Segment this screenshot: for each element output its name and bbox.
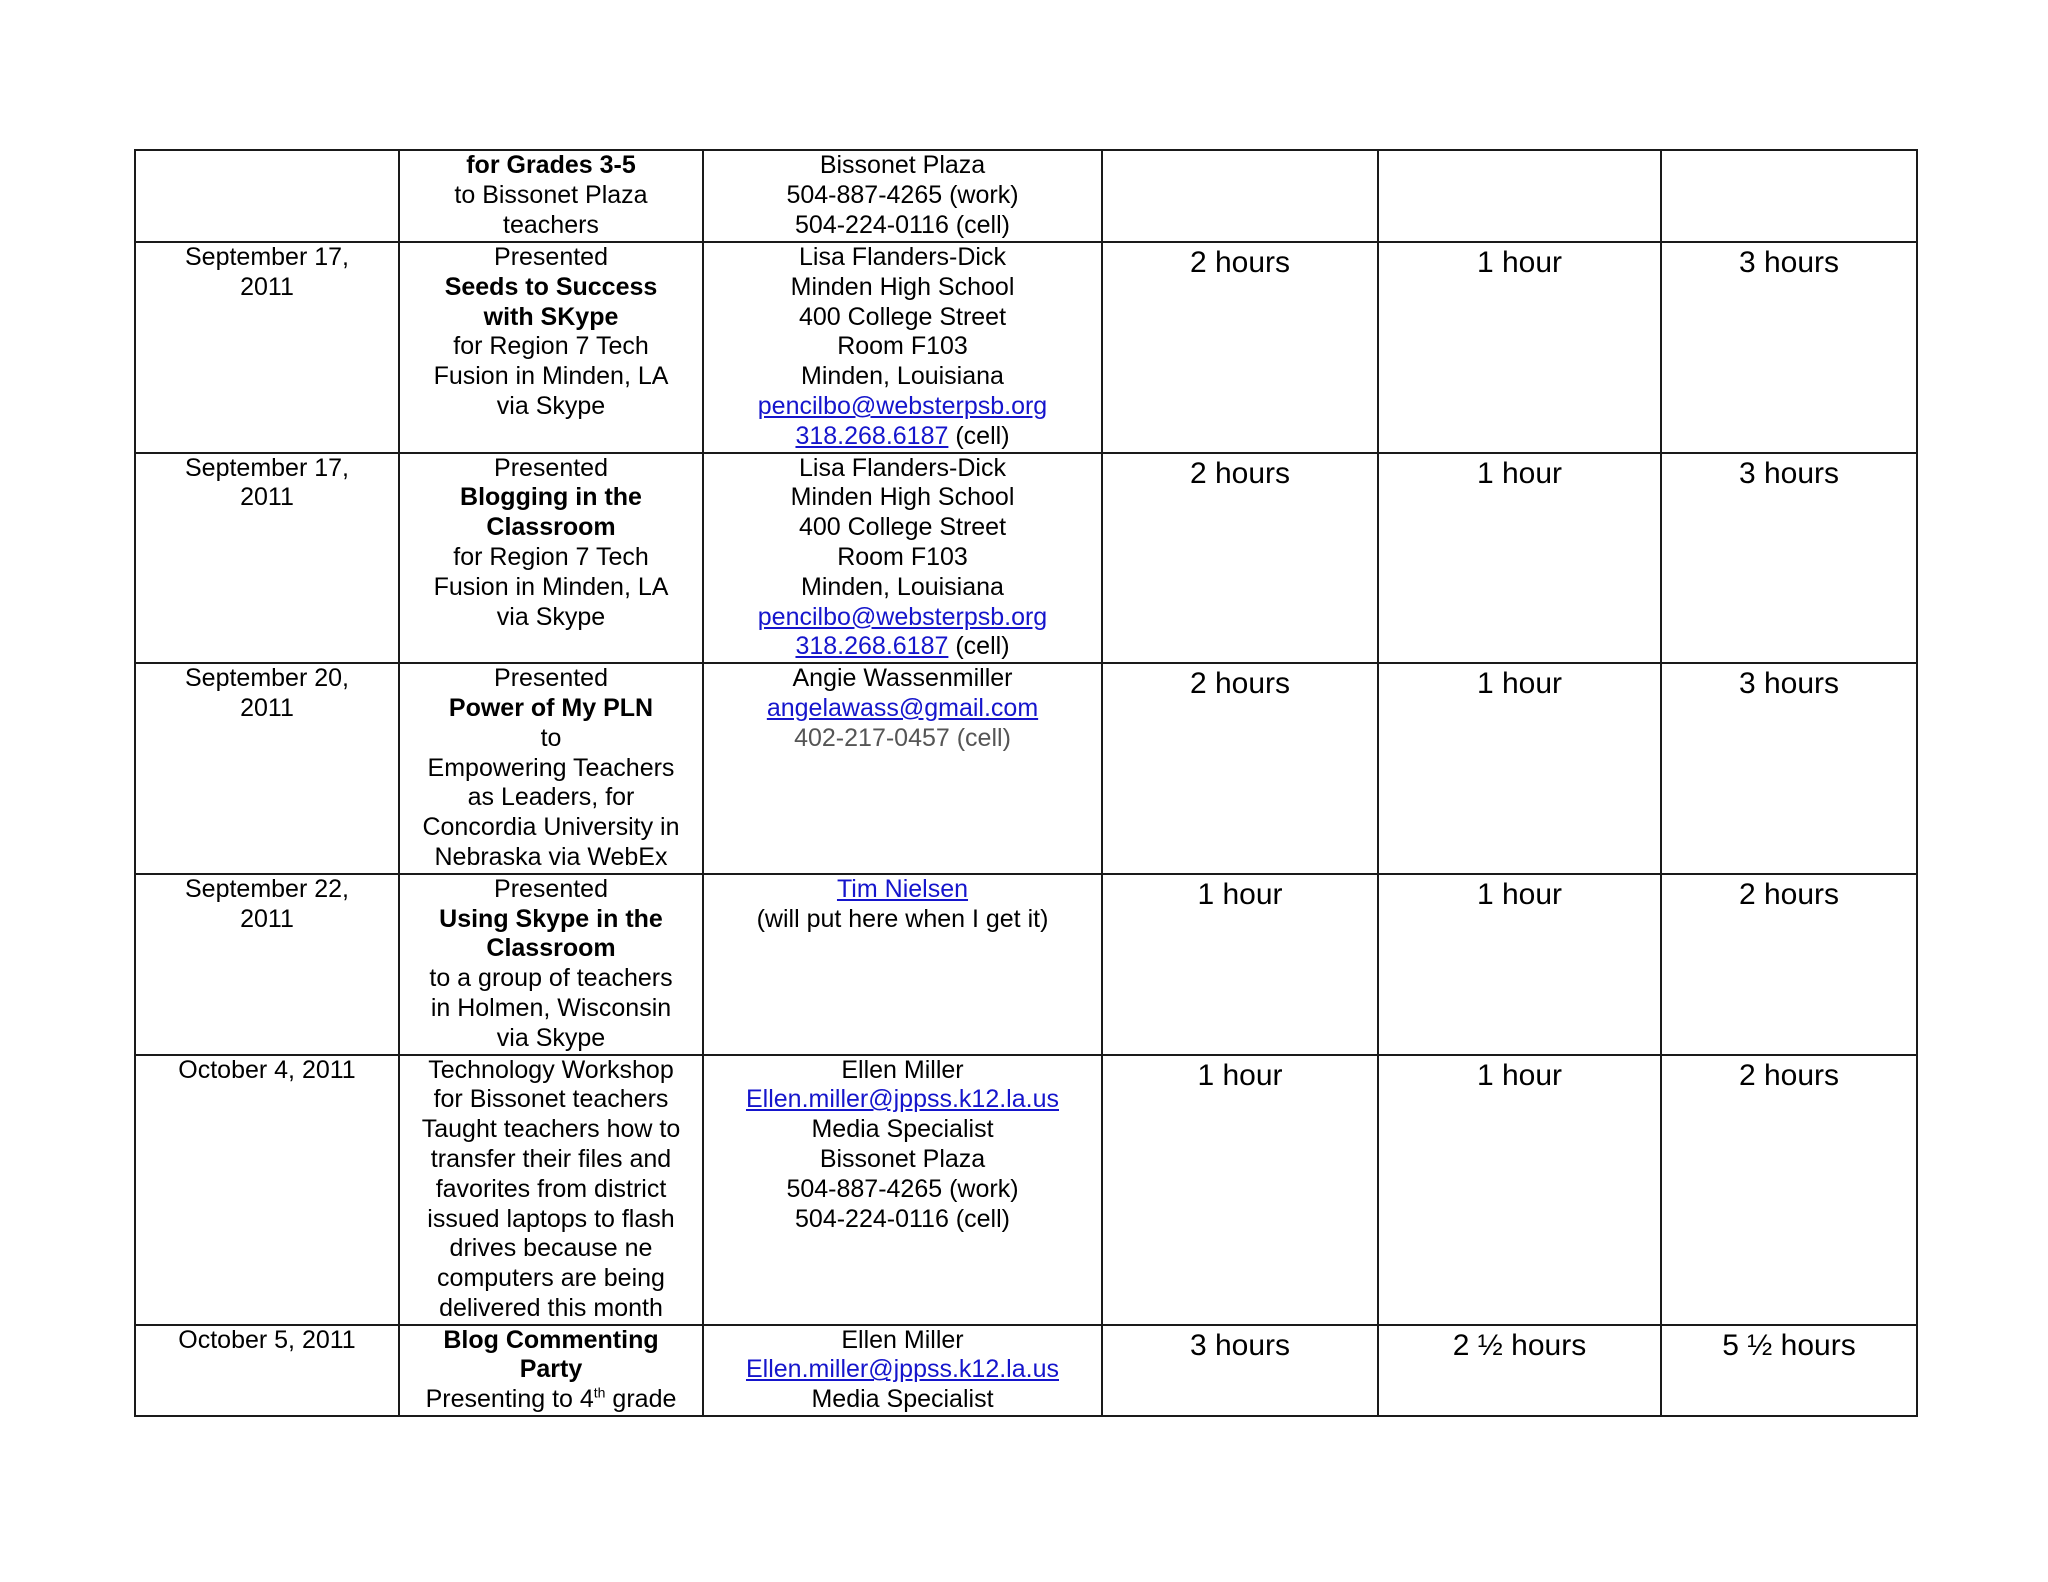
contact-text: Lisa Flanders-Dick [798, 243, 1006, 271]
contact-line [708, 273, 1097, 303]
description-text: Nebraska via WebEx [434, 842, 668, 871]
table-row [135, 242, 1917, 453]
description-text: for Region 7 Tech [453, 542, 649, 571]
contact-cell [703, 1325, 1102, 1416]
date-cell [135, 453, 399, 664]
contact-line [708, 211, 1097, 241]
contact-line [708, 724, 1097, 754]
email-link[interactable]: angelawass@gmail.com [766, 693, 1039, 722]
description-line [404, 934, 698, 964]
contact-line [708, 422, 1097, 452]
table-row [135, 874, 1917, 1055]
contact-line [708, 875, 1097, 905]
contact-line [708, 181, 1097, 211]
date-text: September 17, 2011 [185, 243, 349, 301]
activity-description-cell [399, 1325, 703, 1416]
contact-cell [703, 874, 1102, 1055]
description-line [404, 1234, 698, 1264]
hours-cell-3 [1661, 663, 1917, 874]
contact-line [708, 362, 1097, 392]
description-text: Presented [494, 664, 608, 693]
description-line [404, 483, 698, 513]
description-line [404, 243, 698, 273]
description-text: Presented [494, 243, 608, 271]
hours-cell-1 [1102, 1325, 1378, 1416]
contact-text: Bissonet Plaza [819, 1144, 986, 1173]
description-line [404, 603, 698, 633]
contact-line [708, 392, 1097, 422]
contact-text: Room F103 [837, 332, 968, 361]
contact-text: Media Specialist [811, 1115, 994, 1144]
hours-value: 2 hours [1189, 667, 1291, 701]
hours-value: 2 hours [1189, 246, 1291, 279]
description-line [404, 783, 698, 813]
description-line [404, 211, 698, 241]
description-text: with SKype [483, 302, 619, 331]
hours-cell-2 [1378, 150, 1661, 242]
hours-cell-2 [1378, 874, 1661, 1055]
hours-cell-3 [1661, 1055, 1917, 1325]
description-line [404, 994, 698, 1024]
description-text: via Skype [496, 602, 606, 631]
description-line [404, 1145, 698, 1175]
phone-link[interactable]: 318.268.6187 [795, 632, 949, 661]
hours-value: 2 hours [1738, 877, 1840, 911]
contact-text: 504-887-4265 (work) [786, 1174, 1019, 1203]
description-line [404, 1205, 698, 1235]
description-text: for Region 7 Tech [453, 332, 649, 361]
description-text: Power of My PLN [448, 693, 654, 722]
contact-line [708, 483, 1097, 513]
description-text: Presenting to 4 [425, 1385, 594, 1414]
description-text: Party [519, 1355, 583, 1384]
contact-name-link[interactable]: Tim Nielsen [836, 874, 969, 903]
contact-text: Ellen Miller [841, 1055, 964, 1084]
description-text: favorites from district [435, 1174, 667, 1203]
description-line [404, 1024, 698, 1054]
hours-cell-1 [1102, 242, 1378, 453]
hours-value: 1 hour [1476, 456, 1563, 490]
description-line [404, 694, 698, 724]
email-link[interactable]: pencilbo@websterpsb.org [757, 602, 1048, 631]
description-line [404, 843, 698, 873]
contact-line [708, 243, 1097, 273]
date-cell [135, 1325, 399, 1416]
hours-cell-1 [1102, 453, 1378, 664]
contact-text: Minden High School [790, 272, 1015, 301]
contact-line [708, 151, 1097, 181]
date-cell [135, 242, 399, 453]
contact-text: Minden, Louisiana [801, 572, 1004, 601]
contact-cell [703, 1055, 1102, 1325]
description-text: Empowering Teachers [427, 753, 675, 782]
contact-line [708, 332, 1097, 362]
hours-value: 1 hour [1476, 877, 1563, 911]
date-cell [135, 150, 399, 242]
hours-cell-2 [1378, 1325, 1661, 1416]
hours-value: 1 hour [1197, 877, 1283, 911]
activity-description-cell [399, 242, 703, 453]
description-text: drives because ne [449, 1234, 653, 1263]
table-row [135, 1055, 1917, 1325]
contact-line [708, 1355, 1097, 1385]
hours-cell-3 [1661, 1325, 1917, 1416]
hours-cell-3 [1661, 242, 1917, 453]
superscript: th [593, 1384, 606, 1401]
hours-cell-3 [1661, 150, 1917, 242]
contact-text: 400 College Street [798, 513, 1007, 542]
description-text: Blogging in the [460, 483, 642, 512]
contact-cell [703, 242, 1102, 453]
description-text: computers are being [437, 1264, 665, 1293]
contact-line [708, 1205, 1097, 1235]
contact-line [708, 1385, 1097, 1415]
description-text: Presented [494, 453, 608, 482]
description-text: Fusion in Minden, LA [433, 362, 669, 391]
email-link[interactable]: pencilbo@websterpsb.org [757, 391, 1048, 420]
contact-line [708, 454, 1097, 484]
description-text: to Bissonet Plaza [454, 180, 648, 209]
description-line [404, 303, 698, 333]
description-line [404, 1085, 698, 1115]
description-text: Presented [494, 874, 608, 903]
description-line [404, 875, 698, 905]
description-line [404, 1056, 698, 1086]
hours-value: 2 hours [1189, 456, 1291, 490]
contact-text: Angie Wassenmiller [792, 664, 1013, 693]
table-row [135, 453, 1917, 664]
description-text: Technology Workshop [428, 1055, 674, 1084]
description-line [404, 573, 698, 603]
hours-value: 5 ½ hours [1722, 1328, 1856, 1362]
contact-text: 402-217-0457 (cell) [794, 723, 1011, 752]
description-text: Concordia University in [422, 813, 680, 842]
hours-cell-1 [1102, 663, 1378, 874]
table-row [135, 1325, 1917, 1416]
description-line [404, 332, 698, 362]
hours-cell-1 [1102, 150, 1378, 242]
hours-value: 2 hours [1738, 1058, 1840, 1092]
hours-value: 3 hours [1738, 667, 1840, 701]
contact-text: Ellen Miller [841, 1325, 964, 1354]
description-text: for Bissonet teachers [433, 1085, 669, 1114]
description-line [404, 813, 698, 843]
description-text: Blog Commenting [443, 1325, 659, 1354]
description-text: teachers [503, 210, 599, 239]
activity-description-cell [399, 453, 703, 664]
description-line [404, 1264, 698, 1294]
hours-cell-2 [1378, 1055, 1661, 1325]
description-text: delivered this month [439, 1293, 663, 1322]
date-cell [135, 874, 399, 1055]
contact-text: Bissonet Plaza [819, 151, 986, 179]
contact-text-suffix: (cell) [948, 421, 1010, 450]
description-text: Fusion in Minden, LA [433, 572, 669, 601]
description-text: Classroom [486, 934, 616, 963]
contact-line [708, 694, 1097, 724]
contact-text: Minden High School [790, 483, 1015, 512]
date-text: September 17, 2011 [185, 453, 349, 512]
contact-text: Media Specialist [811, 1385, 994, 1414]
description-line [404, 1175, 698, 1205]
description-text: issued laptops to flash [427, 1204, 675, 1233]
hours-cell-2 [1378, 663, 1661, 874]
activity-description-cell [399, 874, 703, 1055]
description-text: Using Skype in the [439, 904, 663, 933]
contact-line [708, 632, 1097, 662]
contact-line [708, 573, 1097, 603]
description-line [404, 1115, 698, 1145]
contact-line [708, 1085, 1097, 1115]
contact-text: Room F103 [837, 542, 968, 571]
description-text: via Skype [496, 1023, 606, 1052]
hours-cell-2 [1378, 453, 1661, 664]
description-line [404, 362, 698, 392]
description-line [404, 1355, 698, 1385]
description-line [404, 1385, 698, 1415]
description-line [404, 724, 698, 754]
contact-line [708, 1115, 1097, 1145]
phone-link[interactable]: 318.268.6187 [795, 421, 949, 450]
contact-line [708, 513, 1097, 543]
contact-text: 504-224-0116 (cell) [795, 1204, 1010, 1233]
description-text: Classroom [486, 513, 616, 542]
description-line [404, 454, 698, 484]
date-text: October 4, 2011 [178, 1055, 356, 1084]
email-link[interactable]: Ellen.miller@jppss.k12.la.us [745, 1355, 1059, 1384]
description-text: in Holmen, Wisconsin [430, 993, 672, 1022]
activity-description-cell [399, 150, 703, 242]
description-line [404, 754, 698, 784]
description-line [404, 392, 698, 422]
hours-value: 1 hour [1476, 667, 1563, 701]
contact-cell [703, 453, 1102, 664]
hours-cell-1 [1102, 874, 1378, 1055]
description-text-suffix: grade [605, 1385, 677, 1414]
description-text: for Grades 3-5 [466, 151, 636, 179]
description-line [404, 543, 698, 573]
contact-line [708, 303, 1097, 333]
contact-line [708, 905, 1097, 935]
description-line [404, 905, 698, 935]
activity-description-cell [399, 1055, 703, 1325]
contact-line [708, 1145, 1097, 1175]
activity-description-cell [399, 663, 703, 874]
hours-cell-2 [1378, 242, 1661, 453]
description-line [404, 181, 698, 211]
description-line [404, 513, 698, 543]
hours-value: 1 hour [1476, 1058, 1563, 1092]
contact-line [708, 664, 1097, 694]
description-line [404, 151, 698, 181]
contact-line [708, 1326, 1097, 1356]
description-text: as Leaders, for [467, 783, 635, 812]
description-line [404, 664, 698, 694]
contact-cell [703, 150, 1102, 242]
contact-text: Minden, Louisiana [801, 362, 1004, 391]
hours-value: 2 ½ hours [1452, 1328, 1587, 1362]
contact-text: 504-224-0116 (cell) [795, 210, 1010, 239]
table-row [135, 150, 1917, 242]
hours-value: 1 hour [1476, 246, 1563, 279]
contact-text: 504-887-4265 (work) [786, 180, 1019, 209]
contact-text-suffix: (cell) [948, 632, 1010, 661]
description-text: Seeds to Success [444, 272, 658, 301]
hours-value: 3 hours [1738, 456, 1840, 490]
hours-value: 3 hours [1189, 1328, 1291, 1362]
description-line [404, 1294, 698, 1324]
date-cell [135, 663, 399, 874]
description-line [404, 273, 698, 303]
contact-text: 400 College Street [798, 302, 1007, 331]
table-row [135, 663, 1917, 874]
contact-line [708, 1056, 1097, 1086]
description-text: transfer their files and [430, 1144, 672, 1173]
hours-value: 1 hour [1197, 1058, 1283, 1092]
description-text: to a group of teachers [429, 964, 673, 993]
email-link[interactable]: Ellen.miller@jppss.k12.la.us [745, 1085, 1059, 1114]
hours-value: 3 hours [1738, 246, 1840, 279]
date-text: September 22, 2011 [185, 874, 349, 933]
description-line [404, 964, 698, 994]
description-text: Taught teachers how to [421, 1115, 681, 1144]
description-text: via Skype [496, 391, 606, 420]
date-text: September 20, 2011 [185, 664, 349, 722]
date-cell [135, 1055, 399, 1325]
hours-cell-1 [1102, 1055, 1378, 1325]
contact-line [708, 603, 1097, 633]
description-line [404, 1326, 698, 1356]
date-text: October 5, 2011 [178, 1325, 356, 1354]
contact-text: (will put here when I get it) [756, 904, 1049, 933]
activity-table [134, 149, 1918, 1417]
contact-line [708, 543, 1097, 573]
contact-cell [703, 663, 1102, 874]
contact-text: Lisa Flanders-Dick [798, 453, 1006, 482]
hours-cell-3 [1661, 874, 1917, 1055]
contact-line [708, 1175, 1097, 1205]
description-text: to [540, 723, 562, 752]
hours-cell-3 [1661, 453, 1917, 664]
